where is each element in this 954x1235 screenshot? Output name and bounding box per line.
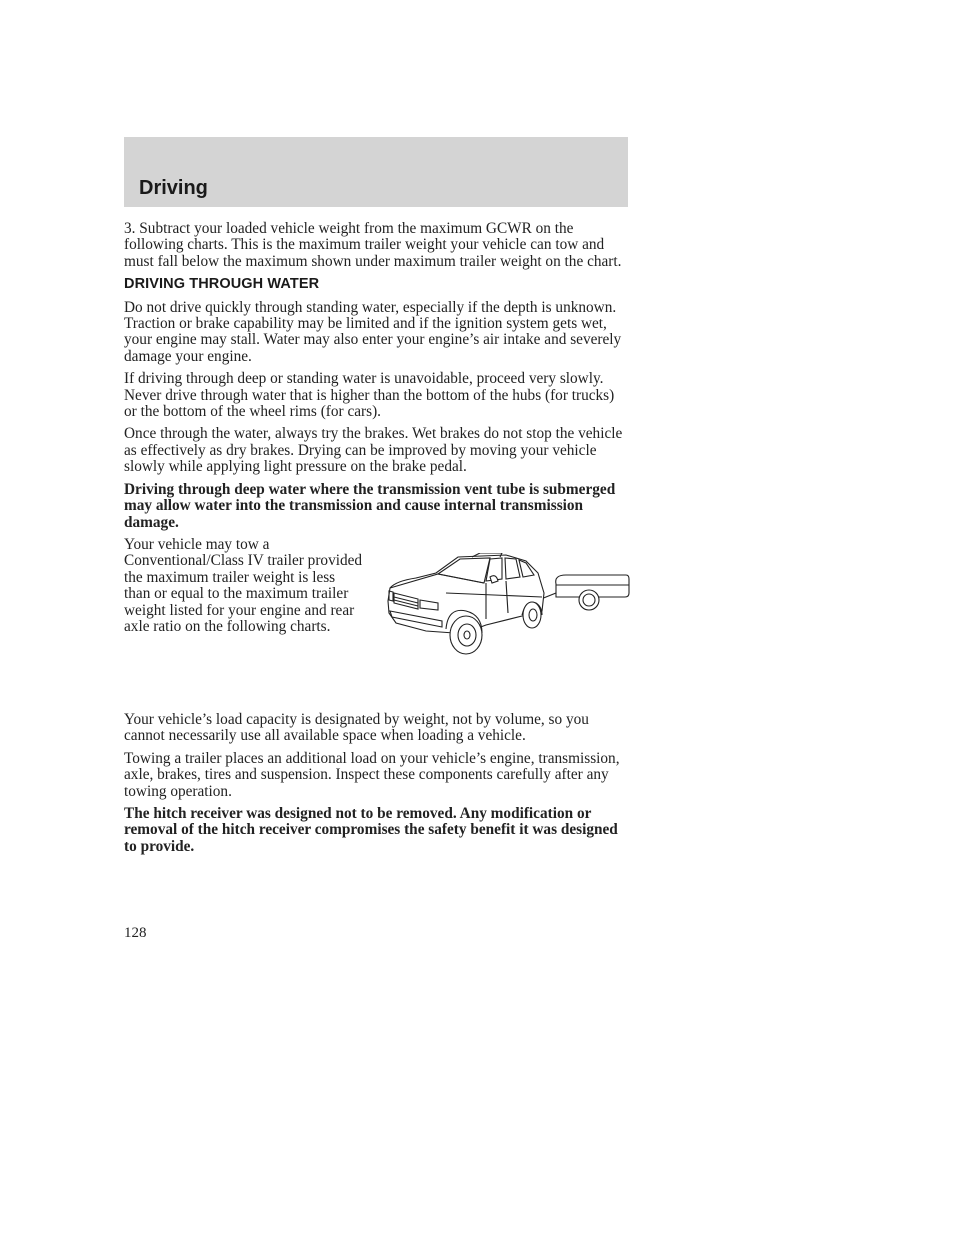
tow-block xyxy=(124,537,630,712)
hitch-receiver-warning: The hitch receiver was designed not to be removed. Any modification or removal of the hitch receiver compromises the safety benefit it was designed to provide. xyxy=(124,804,618,855)
driving-through-water-heading: DRIVING THROUGH WATER xyxy=(124,276,320,293)
water-paragraph-2: If driving through deep or standing water is unavoidable, proceed very slowly. Never drive through water that is higher than the bottom of the hubs (for trucks) or the bottom of the wheel rims (for cars). xyxy=(124,370,615,421)
section-title: Driving xyxy=(139,177,208,199)
water-paragraph-3: Once through the water, always try the brakes. Wet brakes do not stop the vehicle as effectively as dry brakes. Drying can be improved by moving your vehicle slowly while applying light pressure on the brake pedal. xyxy=(124,425,623,476)
page-content xyxy=(124,221,630,861)
page-number: 128 xyxy=(124,925,147,941)
transmission-warning: Driving through deep water where the transmission vent tube is submerged may allow water into the transmission and cause internal transmission damage. xyxy=(124,480,616,531)
suv-towing-trailer-icon xyxy=(386,553,630,657)
towing-load-paragraph: Towing a trailer places an additional load on your vehicle’s engine, transmission, axle, brakes, tires and suspension. Inspect these components carefully after any towing operation. xyxy=(124,749,620,800)
load-capacity-paragraph: Your vehicle’s load capacity is designated by weight, not by volume, so you cannot necessarily use all available space when loading a vehicle. xyxy=(124,710,589,745)
tow-class-paragraph: Your vehicle may tow a Conventional/Class IV trailer provided the maximum trailer weight is less than or equal to the maximum trailer weight listed for your engine and rear axle ratio on the following charts. xyxy=(124,535,363,635)
water-paragraph-1: Do not drive quickly through standing water, especially if the depth is unknown. Traction or brake capability may be limited and if the ignition system gets wet, your engine may stall. Water may also enter your engine’s air intake and severely damage your engine. xyxy=(124,298,622,365)
step-3-paragraph: 3. Subtract your loaded vehicle weight from the maximum GCWR on the following charts. This is the maximum trailer weight your vehicle can tow and must fall below the maximum shown under maximum trailer weight on the chart. xyxy=(124,220,622,270)
section-header-bar xyxy=(124,137,628,207)
